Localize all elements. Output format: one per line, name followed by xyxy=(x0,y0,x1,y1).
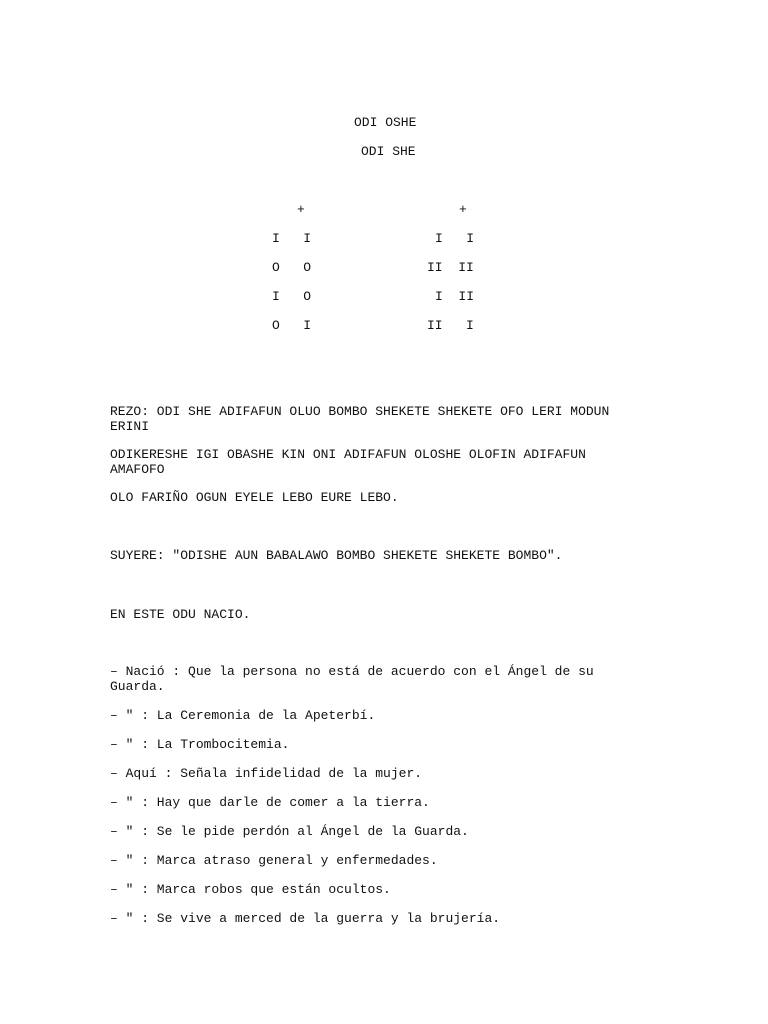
rezo-paragraph: REZO: ODI SHE ADIFAFUN OLUO BOMBO SHEKETE SHEKETE OFO LERI MODUN ERINI xyxy=(110,404,610,434)
list-item: – ″ : Marca robos que están ocultos. xyxy=(110,882,391,897)
suyere-paragraph: SUYERE: "ODISHE AUN BABALAWO BOMBO SHEKETE SHEKETE BOMBO". xyxy=(110,548,563,563)
figure-left-plus: + xyxy=(297,202,305,217)
list-item: – ″ : Se vive a merced de la guerra y la brujería. xyxy=(110,911,501,926)
figure-right-plus: + xyxy=(459,202,467,217)
document-title: ODI OSHE xyxy=(354,115,417,130)
figure-right-row-1: I I xyxy=(435,231,475,246)
figure-left-row-4: O I xyxy=(272,318,312,333)
list-item: – ″ : Marca atraso general y enfermedades. xyxy=(110,853,438,868)
figure-right-row-2: II II xyxy=(427,260,474,275)
list-item: – ″ : La Ceremonia de la Apeterbí. xyxy=(110,708,376,723)
section-heading: EN ESTE ODU NACIO. xyxy=(110,607,251,622)
list-item: – ″ : Hay que darle de comer a la tierra. xyxy=(110,795,430,810)
list-item: – ″ : La Trombocitemia. xyxy=(110,737,290,752)
figure-right-row-4: II I xyxy=(427,318,474,333)
olo-paragraph: OLO FARIÑO OGUN EYELE LEBO EURE LEBO. xyxy=(110,490,399,505)
document-subtitle: ODI SHE xyxy=(361,144,416,159)
list-item: – ″ : Se le pide perdón al Ángel de la Guarda. xyxy=(110,824,469,839)
figure-right-row-3: I II xyxy=(435,289,475,304)
figure-left-row-1: I I xyxy=(272,231,312,246)
odikereshe-paragraph: ODIKERESHE IGI OBASHE KIN ONI ADIFAFUN OLOSHE OLOFIN ADIFAFUN AMAFOFO xyxy=(110,447,586,477)
list-item: – Aquí : Señala infidelidad de la mujer. xyxy=(110,766,423,781)
figure-left-row-3: I O xyxy=(272,289,312,304)
list-item: – Nació : Que la persona no está de acuerdo con el Ángel de su Guarda. xyxy=(110,664,594,694)
figure-left-row-2: O O xyxy=(272,260,312,275)
